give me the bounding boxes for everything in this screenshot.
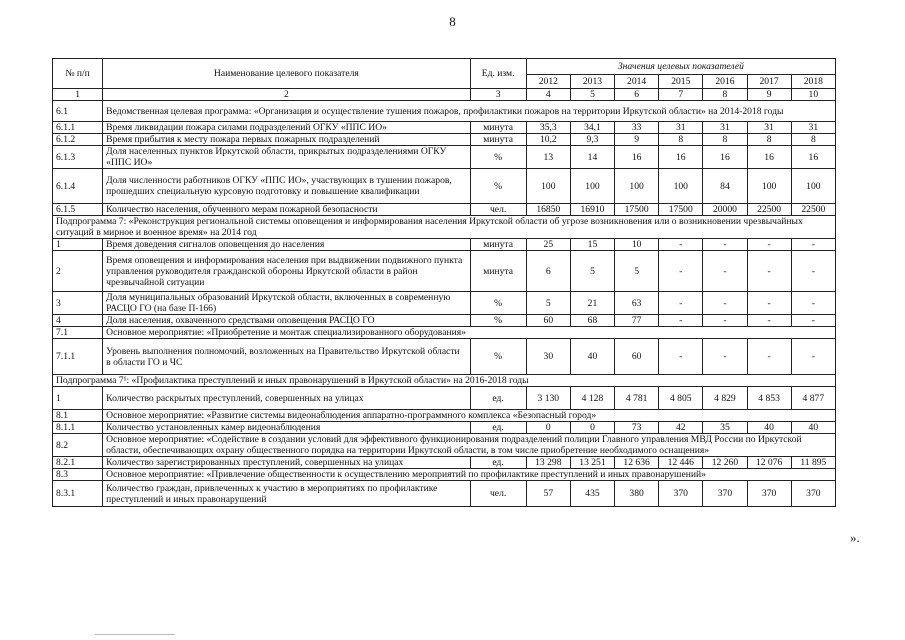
section-title: Основное мероприятие: «Привлечение общественности к осуществлению мероприятий по профилактике преступлений и иных правонарушений» [103, 469, 836, 481]
value-cell: 12 446 [659, 457, 703, 469]
value-cell: 22500 [791, 204, 835, 216]
header-index-cell: 6 [615, 89, 659, 101]
value-cell: 17500 [659, 204, 703, 216]
row-number: 8.2.1 [53, 457, 103, 469]
value-cell: 11 895 [791, 457, 835, 469]
header-unit: Ед. изм. [470, 59, 526, 89]
value-cell: 0 [526, 422, 570, 434]
value-cell: 6 [526, 251, 570, 292]
value-cell: - [703, 339, 747, 375]
value-cell: 31 [659, 122, 703, 134]
value-cell: 13 298 [526, 457, 570, 469]
value-cell: 40 [570, 339, 614, 375]
indicator-name: Количество населения, обученного мерам пожарной безопасности [103, 204, 470, 216]
table-row [53, 422, 836, 434]
value-cell: 30 [526, 339, 570, 375]
header-name: Наименование целевого показателя [103, 59, 470, 89]
table-row [53, 251, 836, 292]
table-row [53, 146, 836, 169]
row-number: 8.1 [53, 410, 103, 422]
indicator-name: Доля населенных пунктов Иркутской области, прикрытых подразделениями ОГКУ «ППС ИО» [103, 146, 470, 169]
row-number: 1 [53, 239, 103, 251]
row-number: 7.1.1 [53, 339, 103, 375]
value-cell: 34,1 [570, 122, 614, 134]
value-cell: 370 [659, 481, 703, 507]
value-cell: 9 [615, 134, 659, 146]
row-number: 6.1 [53, 101, 103, 122]
value-cell: 20000 [703, 204, 747, 216]
row-number: 8.3 [53, 469, 103, 481]
row-number: 8.1.1 [53, 422, 103, 434]
row-number: 6.1.2 [53, 134, 103, 146]
header-index-cell: 5 [570, 89, 614, 101]
header-year: 2018 [791, 75, 835, 89]
table-row [53, 457, 836, 469]
value-cell: 100 [570, 169, 614, 204]
value-cell: - [659, 239, 703, 251]
unit-cell: минута [470, 122, 526, 134]
unit-cell: % [470, 315, 526, 327]
value-cell: 21 [570, 292, 614, 315]
row-number: 3 [53, 292, 103, 315]
section-row [53, 410, 836, 422]
section-row [53, 434, 836, 457]
value-cell: 73 [615, 422, 659, 434]
value-cell: 16850 [526, 204, 570, 216]
indicator-name: Количество раскрытых преступлений, совершенных на улицах [103, 387, 470, 410]
program-title: Подпрограмма 7: «Реконструкция региональной системы оповещения и информирования населения Иркутской области об угрозе возникновения или о возникновении чрезвычайных ситуаций в мирное и военное время» на 2014 год [53, 216, 836, 239]
unit-cell: % [470, 146, 526, 169]
value-cell: - [747, 292, 791, 315]
header-num: № п/п [53, 59, 103, 89]
value-cell: 12 076 [747, 457, 791, 469]
table-row [53, 387, 836, 410]
unit-cell: чел. [470, 204, 526, 216]
value-cell: 100 [526, 169, 570, 204]
value-cell: 16910 [570, 204, 614, 216]
closing-quote: ». [850, 530, 860, 545]
value-cell: 60 [526, 315, 570, 327]
table-row [53, 239, 836, 251]
row-number: 8.3.1 [53, 481, 103, 507]
header-year: 2015 [659, 75, 703, 89]
value-cell: 16 [703, 146, 747, 169]
table-row [53, 169, 836, 204]
header-index-cell: 2 [103, 89, 470, 101]
unit-cell: минута [470, 251, 526, 292]
unit-cell: чел. [470, 481, 526, 507]
section-row [53, 101, 836, 122]
header-values: Значения целевых показателей [526, 59, 835, 75]
header-index-row [53, 89, 836, 101]
value-cell: - [703, 239, 747, 251]
value-cell: - [659, 315, 703, 327]
header-index-cell: 7 [659, 89, 703, 101]
program-row [53, 375, 836, 387]
value-cell: - [659, 339, 703, 375]
value-cell: 100 [747, 169, 791, 204]
unit-cell: минута [470, 239, 526, 251]
section-title: Основное мероприятие: «Развитие системы видеонаблюдения аппаратно-программного комплекса «Безопасный город» [103, 410, 836, 422]
value-cell: 100 [615, 169, 659, 204]
unit-cell: ед. [470, 387, 526, 410]
value-cell: 0 [570, 422, 614, 434]
value-cell: 12 260 [703, 457, 747, 469]
value-cell: 13 251 [570, 457, 614, 469]
table-row [53, 315, 836, 327]
value-cell: 84 [703, 169, 747, 204]
value-cell: 370 [791, 481, 835, 507]
value-cell: 15 [570, 239, 614, 251]
header-year: 2016 [703, 75, 747, 89]
value-cell: 40 [791, 422, 835, 434]
value-cell: 57 [526, 481, 570, 507]
value-cell: - [703, 251, 747, 292]
value-cell: 4 128 [570, 387, 614, 410]
value-cell: 68 [570, 315, 614, 327]
value-cell: 42 [659, 422, 703, 434]
table-body [53, 101, 836, 507]
value-cell: 10,2 [526, 134, 570, 146]
value-cell: 5 [615, 251, 659, 292]
value-cell: - [747, 251, 791, 292]
value-cell: 77 [615, 315, 659, 327]
value-cell: 14 [570, 146, 614, 169]
table-row [53, 122, 836, 134]
value-cell: 16 [747, 146, 791, 169]
value-cell: 435 [570, 481, 614, 507]
header-index-cell: 1 [53, 89, 103, 101]
unit-cell: ед. [470, 457, 526, 469]
indicator-name: Доля численности работников ОГКУ «ППС ИО», участвующих в тушении пожаров, прошедших специальную курсовую подготовку и повышение квалификации [103, 169, 470, 204]
value-cell: 370 [703, 481, 747, 507]
bottom-rule [95, 634, 175, 635]
value-cell: 370 [747, 481, 791, 507]
value-cell: 12 636 [615, 457, 659, 469]
indicator-name: Количество зарегистрированных преступлений, совершенных на улицах [103, 457, 470, 469]
value-cell: - [791, 315, 835, 327]
row-number: 8.2 [53, 434, 103, 457]
table-row [53, 481, 836, 507]
row-number: 6.1.3 [53, 146, 103, 169]
value-cell: 5 [526, 292, 570, 315]
table-row [53, 339, 836, 375]
header-index-cell: 3 [470, 89, 526, 101]
indicator-name: Доля муниципальных образований Иркутской области, включенных в современную РАСЦО ГО (на базе П-166) [103, 292, 470, 315]
value-cell: 380 [615, 481, 659, 507]
section-title: Основное мероприятие: «Содействие в создании условий для эффективного функционирования подразделений полиции Главного управления МВД России по Иркутской области, обеспечивающих охрану общественного порядка на территории Иркутской области, в том числе приобретение необходимого оснащения» [103, 434, 836, 457]
section-title: Ведомственная целевая программа: «Организация и осуществление тушения пожаров, профилактики пожаров на территории Иркутской области» на 2014-2018 годы [103, 101, 836, 122]
header-index-cell: 9 [747, 89, 791, 101]
value-cell: 16 [791, 146, 835, 169]
program-title: Подпрограмма 7¹: «Профилактика преступлений и иных правонарушений в Иркутской области» на 2016-2018 годы [53, 375, 836, 387]
value-cell: 16 [659, 146, 703, 169]
value-cell: 8 [659, 134, 703, 146]
table-row [53, 292, 836, 315]
value-cell: 35 [703, 422, 747, 434]
indicator-name: Доля населения, охваченного средствами оповещения РАСЦО ГО [103, 315, 470, 327]
value-cell: 60 [615, 339, 659, 375]
header-index-cell: 10 [791, 89, 835, 101]
value-cell: - [791, 292, 835, 315]
indicator-name: Время ликвидации пожара силами подразделений ОГКУ «ППС ИО» [103, 122, 470, 134]
value-cell: 35,3 [526, 122, 570, 134]
value-cell: 4 877 [791, 387, 835, 410]
row-number: 4 [53, 315, 103, 327]
value-cell: 10 [615, 239, 659, 251]
program-row [53, 216, 836, 239]
value-cell: 31 [747, 122, 791, 134]
indicator-name: Количество граждан, привлеченных к участию в мероприятиях по профилактике преступлений и иных правонарушений [103, 481, 470, 507]
value-cell: 100 [791, 169, 835, 204]
row-number: 6.1.1 [53, 122, 103, 134]
value-cell: 3 130 [526, 387, 570, 410]
indicators-table [52, 58, 836, 507]
value-cell: 25 [526, 239, 570, 251]
row-number: 2 [53, 251, 103, 292]
section-title: Основное мероприятие: «Приобретение и монтаж специализированного оборудования» [103, 327, 836, 339]
value-cell: 17500 [615, 204, 659, 216]
value-cell: 33 [615, 122, 659, 134]
value-cell: 13 [526, 146, 570, 169]
indicator-name: Количество установленных камер видеонаблюдения [103, 422, 470, 434]
value-cell: 4 829 [703, 387, 747, 410]
row-number: 7.1 [53, 327, 103, 339]
table-row [53, 204, 836, 216]
value-cell: 8 [791, 134, 835, 146]
indicator-name: Время прибытия к месту пожара первых пожарных подразделений [103, 134, 470, 146]
value-cell: 31 [703, 122, 747, 134]
row-number: 6.1.4 [53, 169, 103, 204]
unit-cell: % [470, 292, 526, 315]
page-number: 8 [449, 14, 456, 29]
unit-cell: ед. [470, 422, 526, 434]
value-cell: - [659, 251, 703, 292]
value-cell: 9,3 [570, 134, 614, 146]
value-cell: - [747, 315, 791, 327]
unit-cell: % [470, 339, 526, 375]
header-year: 2012 [526, 75, 570, 89]
value-cell: 100 [659, 169, 703, 204]
value-cell: 63 [615, 292, 659, 315]
value-cell: 31 [791, 122, 835, 134]
value-cell: - [703, 315, 747, 327]
value-cell: 16 [615, 146, 659, 169]
value-cell: - [791, 239, 835, 251]
indicator-name: Уровень выполнения полномочий, возложенных на Правительство Иркутской области в области ГО и ЧС [103, 339, 470, 375]
value-cell: - [747, 339, 791, 375]
value-cell: 4 853 [747, 387, 791, 410]
value-cell: - [791, 251, 835, 292]
row-number: 6.1.5 [53, 204, 103, 216]
value-cell: 40 [747, 422, 791, 434]
value-cell: 8 [747, 134, 791, 146]
unit-cell: % [470, 169, 526, 204]
indicator-name: Время оповещения и информирования населения при выдвижении подвижного пункта управления руководителя гражданской обороны Иркутской области в район чрезвычайной ситуации [103, 251, 470, 292]
value-cell: - [791, 339, 835, 375]
header-year: 2017 [747, 75, 791, 89]
unit-cell: минута [470, 134, 526, 146]
value-cell: - [659, 292, 703, 315]
header-year: 2014 [615, 75, 659, 89]
value-cell: 4 805 [659, 387, 703, 410]
header-index-cell: 8 [703, 89, 747, 101]
value-cell: 22500 [747, 204, 791, 216]
value-cell: - [747, 239, 791, 251]
section-row [53, 469, 836, 481]
indicator-name: Время доведения сигналов оповещения до населения [103, 239, 470, 251]
section-row [53, 327, 836, 339]
value-cell: 8 [703, 134, 747, 146]
value-cell: 4 781 [615, 387, 659, 410]
row-number: 1 [53, 387, 103, 410]
header-index-cell: 4 [526, 89, 570, 101]
value-cell: - [703, 292, 747, 315]
table-row [53, 134, 836, 146]
value-cell: 5 [570, 251, 614, 292]
header-year: 2013 [570, 75, 614, 89]
